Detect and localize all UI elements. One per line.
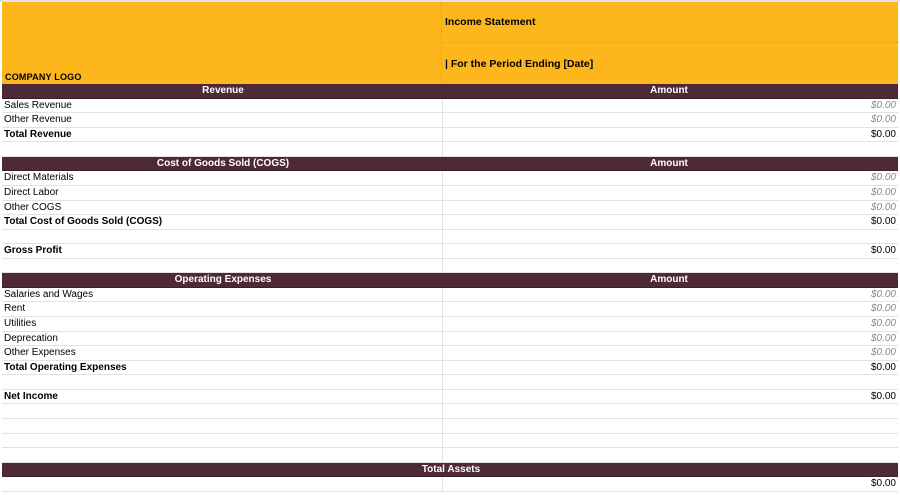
- amount-cell[interactable]: $0.00: [870, 114, 896, 126]
- blank-row: [2, 230, 898, 245]
- amount-cell[interactable]: [443, 434, 898, 448]
- amount-cell[interactable]: $0.00: [870, 303, 896, 315]
- amount-cell[interactable]: $0.00: [870, 172, 896, 184]
- amount-cell[interactable]: $0.00: [870, 361, 896, 373]
- table-row: [2, 332, 898, 347]
- label-cell[interactable]: Utilities: [2, 317, 443, 331]
- amount-cell[interactable]: $0.00: [870, 390, 896, 402]
- table-row: [2, 186, 898, 201]
- amount-cell[interactable]: $0.00: [870, 201, 896, 213]
- total-row: [2, 128, 898, 143]
- amount-cell[interactable]: $0.00: [870, 245, 896, 257]
- amount-cell[interactable]: [443, 419, 898, 433]
- amount-cell[interactable]: Amount: [650, 85, 688, 96]
- amount-cell[interactable]: $0.00: [870, 318, 896, 329]
- amount-cell[interactable]: $0.00: [870, 128, 896, 140]
- label-cell[interactable]: Deprecation: [2, 332, 443, 346]
- label-cell[interactable]: Revenue: [202, 85, 244, 96]
- amount-cell[interactable]: $0.00: [870, 186, 896, 198]
- amount-cell[interactable]: $0.00: [870, 478, 896, 490]
- label-cell[interactable]: Gross Profit: [2, 244, 443, 258]
- amount-cell[interactable]: $0.00: [870, 332, 896, 344]
- table-row: [2, 113, 898, 128]
- amount-cell[interactable]: $0.00: [870, 347, 896, 359]
- amount-cell[interactable]: Amount: [650, 274, 688, 286]
- section-header-row: [2, 273, 898, 288]
- amount-cell[interactable]: [443, 142, 898, 156]
- period-cell[interactable]: | For the Period Ending [Date]: [445, 57, 594, 70]
- label-cell[interactable]: Total Cost of Goods Sold (COGS): [2, 215, 443, 229]
- label-cell[interactable]: Other Revenue: [2, 113, 443, 127]
- label-cell[interactable]: [2, 434, 443, 448]
- amount-cell[interactable]: [443, 404, 898, 418]
- label-cell[interactable]: [2, 230, 443, 244]
- total-row: [2, 215, 898, 230]
- table-row: [2, 171, 898, 186]
- table-row: [2, 288, 898, 303]
- section-header-row: [2, 84, 898, 99]
- table-row: [2, 477, 898, 492]
- table-row: [2, 302, 898, 317]
- amount-cell[interactable]: [443, 259, 898, 273]
- label-cell[interactable]: [2, 448, 443, 462]
- label-cell[interactable]: [2, 375, 443, 389]
- table-row: [2, 201, 898, 216]
- label-cell[interactable]: Direct Labor: [2, 186, 443, 200]
- blank-row: [2, 419, 898, 434]
- label-cell[interactable]: [2, 477, 443, 491]
- label-cell[interactable]: Cost of Goods Sold (COGS): [156, 157, 290, 169]
- table-row: [2, 317, 898, 332]
- amount-cell[interactable]: [443, 230, 898, 244]
- amount-cell[interactable]: $0.00: [870, 216, 896, 228]
- label-cell[interactable]: Total Operating Expenses: [2, 361, 443, 375]
- label-cell[interactable]: Sales Revenue: [2, 99, 443, 113]
- label-cell[interactable]: Rent: [2, 302, 443, 316]
- label-cell[interactable]: Salaries and Wages: [2, 288, 443, 302]
- amount-cell[interactable]: $0.00: [870, 288, 896, 300]
- statement-title-cell[interactable]: Income Statement: [442, 2, 899, 43]
- table-row: [2, 99, 898, 114]
- amount-cell[interactable]: Amount: [650, 157, 688, 169]
- label-cell[interactable]: [2, 259, 443, 273]
- header-banner: [2, 2, 898, 84]
- label-cell[interactable]: Direct Materials: [2, 171, 443, 185]
- label-cell[interactable]: [2, 404, 443, 418]
- total-row: [2, 244, 898, 259]
- amount-cell[interactable]: [443, 448, 898, 462]
- blank-row: [2, 434, 898, 449]
- blank-row: [2, 375, 898, 390]
- label-cell[interactable]: Operating Expenses: [174, 274, 272, 286]
- label-cell[interactable]: Other Expenses: [2, 346, 443, 360]
- label-cell[interactable]: [2, 142, 443, 156]
- label-cell[interactable]: Total Revenue: [2, 128, 443, 142]
- section-header-row: [2, 463, 898, 478]
- header-title-block: [441, 2, 899, 84]
- amount-cell[interactable]: $0.00: [870, 99, 896, 111]
- total-row: [2, 361, 898, 376]
- table-row: [2, 346, 898, 361]
- total-row: [2, 390, 898, 405]
- label-cell[interactable]: Total Assets: [421, 463, 481, 475]
- statement-grid: [2, 84, 898, 492]
- company-logo-cell[interactable]: COMPANY LOGO: [5, 72, 82, 82]
- label-cell[interactable]: [2, 419, 443, 433]
- label-cell[interactable]: Net Income: [2, 390, 443, 404]
- blank-row: [2, 448, 898, 463]
- section-header-row: [2, 157, 898, 172]
- blank-row: [2, 142, 898, 157]
- blank-row: [2, 404, 898, 419]
- blank-row: [2, 259, 898, 274]
- label-cell[interactable]: Other COGS: [2, 201, 443, 215]
- amount-cell[interactable]: [443, 375, 898, 389]
